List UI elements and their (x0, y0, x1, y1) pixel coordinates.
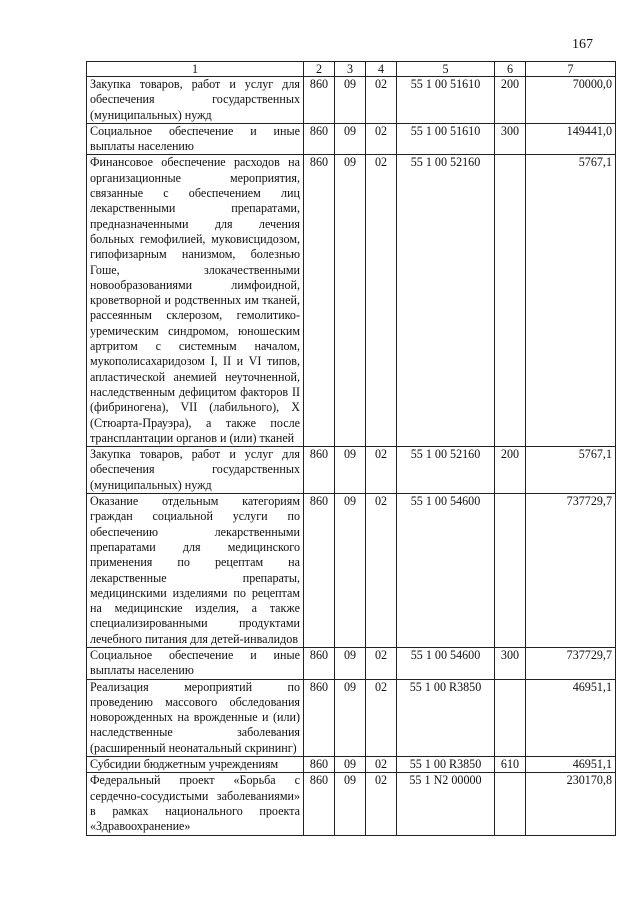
row-sum: 5767,1 (526, 155, 616, 447)
table-row (87, 679, 616, 756)
row-csr: 55 1 N2 00000 (397, 773, 495, 835)
row-sum: 149441,0 (526, 123, 616, 155)
row-ved: 860 (304, 447, 335, 494)
row-rz: 09 (335, 447, 366, 494)
column-header: 6 (495, 62, 526, 77)
table-row (87, 647, 616, 679)
row-vr: 610 (495, 757, 526, 773)
row-rz: 09 (335, 757, 366, 773)
row-sum: 70000,0 (526, 77, 616, 124)
table-row (87, 77, 616, 124)
row-name: Оказание отдельным категориям граждан социальной услуги по обеспечению лекарственными препаратами для медицинского применения по рецептам на лекарственные препараты, медицинскими изделиями по рецептам на медицинские изделия, а также специализированными продуктами лечебного питания для детей-инвалидов (87, 494, 304, 648)
row-ved: 860 (304, 77, 335, 124)
row-csr: 55 1 00 R3850 (397, 757, 495, 773)
row-csr: 55 1 00 54600 (397, 647, 495, 679)
row-csr: 55 1 00 52160 (397, 155, 495, 447)
row-rz: 09 (335, 773, 366, 835)
row-vr (495, 679, 526, 756)
row-sum: 737729,7 (526, 494, 616, 648)
table-row (87, 494, 616, 648)
row-csr: 55 1 00 R3850 (397, 679, 495, 756)
row-vr: 300 (495, 123, 526, 155)
row-rz: 09 (335, 647, 366, 679)
row-pr: 02 (366, 679, 397, 756)
row-vr: 200 (495, 447, 526, 494)
row-sum: 46951,1 (526, 757, 616, 773)
header-row (87, 62, 616, 77)
row-pr: 02 (366, 494, 397, 648)
row-ved: 860 (304, 155, 335, 447)
row-name: Закупка товаров, работ и услуг для обеспечения государственных (муниципальных) нужд (87, 447, 304, 494)
row-sum: 5767,1 (526, 447, 616, 494)
row-rz: 09 (335, 77, 366, 124)
row-name: Социальное обеспечение и иные выплаты населению (87, 647, 304, 679)
row-rz: 09 (335, 155, 366, 447)
row-csr: 55 1 00 51610 (397, 123, 495, 155)
row-sum: 46951,1 (526, 679, 616, 756)
row-sum: 230170,8 (526, 773, 616, 835)
row-pr: 02 (366, 77, 397, 124)
row-csr: 55 1 00 54600 (397, 494, 495, 648)
row-vr (495, 773, 526, 835)
row-name: Реализация мероприятий по проведению массового обследования новорожденных на врожденные и (или) наследственные заболевания (расширенный неонатальный скрининг) (87, 679, 304, 756)
row-ved: 860 (304, 647, 335, 679)
row-vr: 200 (495, 77, 526, 124)
table-row (87, 757, 616, 773)
row-vr (495, 494, 526, 648)
row-pr: 02 (366, 155, 397, 447)
row-ved: 860 (304, 679, 335, 756)
row-pr: 02 (366, 757, 397, 773)
row-ved: 860 (304, 773, 335, 835)
row-pr: 02 (366, 447, 397, 494)
row-csr: 55 1 00 51610 (397, 77, 495, 124)
page-number: 167 (572, 37, 593, 52)
row-rz: 09 (335, 123, 366, 155)
row-name: Финансовое обеспечение расходов на организационные мероприятия, связанные с обеспечением лиц лекарственными препаратами, предназначенными для лечения больных гемофилией, муковисцидозом, гипофизарным нанизмом, болезнью Гоше, злокачественными новообразованиями лимфоидной, кроветворной и родственных им тканей, рассеянным склерозом, гемолитико-уремическим синдромом, юношеским артритом с системным началом, мукополисахаридозом I, II и VI типов, апластической анемией неуточненной, наследственным дефицитом факторов II (фибриногена), VII (лабильного), X (Стюарта-Прауэра), а также после трансплантации органов и (или) тканей (87, 155, 304, 447)
row-vr: 300 (495, 647, 526, 679)
row-csr: 55 1 00 52160 (397, 447, 495, 494)
row-name: Социальное обеспечение и иные выплаты населению (87, 123, 304, 155)
column-header: 5 (397, 62, 495, 77)
row-name: Федеральный проект «Борьба с сердечно-сосудистыми заболеваниями» в рамках национального проекта «Здравоохранение» (87, 773, 304, 835)
budget-table (86, 61, 616, 836)
row-rz: 09 (335, 679, 366, 756)
row-name: Субсидии бюджетным учреждениям (87, 757, 304, 773)
column-header: 7 (526, 62, 616, 77)
table-row (87, 447, 616, 494)
row-vr (495, 155, 526, 447)
table-row (87, 155, 616, 447)
row-ved: 860 (304, 494, 335, 648)
column-header: 4 (366, 62, 397, 77)
row-pr: 02 (366, 773, 397, 835)
row-rz: 09 (335, 494, 366, 648)
row-pr: 02 (366, 123, 397, 155)
table-row (87, 773, 616, 835)
table-row (87, 123, 616, 155)
row-ved: 860 (304, 757, 335, 773)
column-header: 3 (335, 62, 366, 77)
column-header: 1 (87, 62, 304, 77)
row-pr: 02 (366, 647, 397, 679)
column-header: 2 (304, 62, 335, 77)
row-ved: 860 (304, 123, 335, 155)
row-name: Закупка товаров, работ и услуг для обеспечения государственных (муниципальных) нужд (87, 77, 304, 124)
row-sum: 737729,7 (526, 647, 616, 679)
